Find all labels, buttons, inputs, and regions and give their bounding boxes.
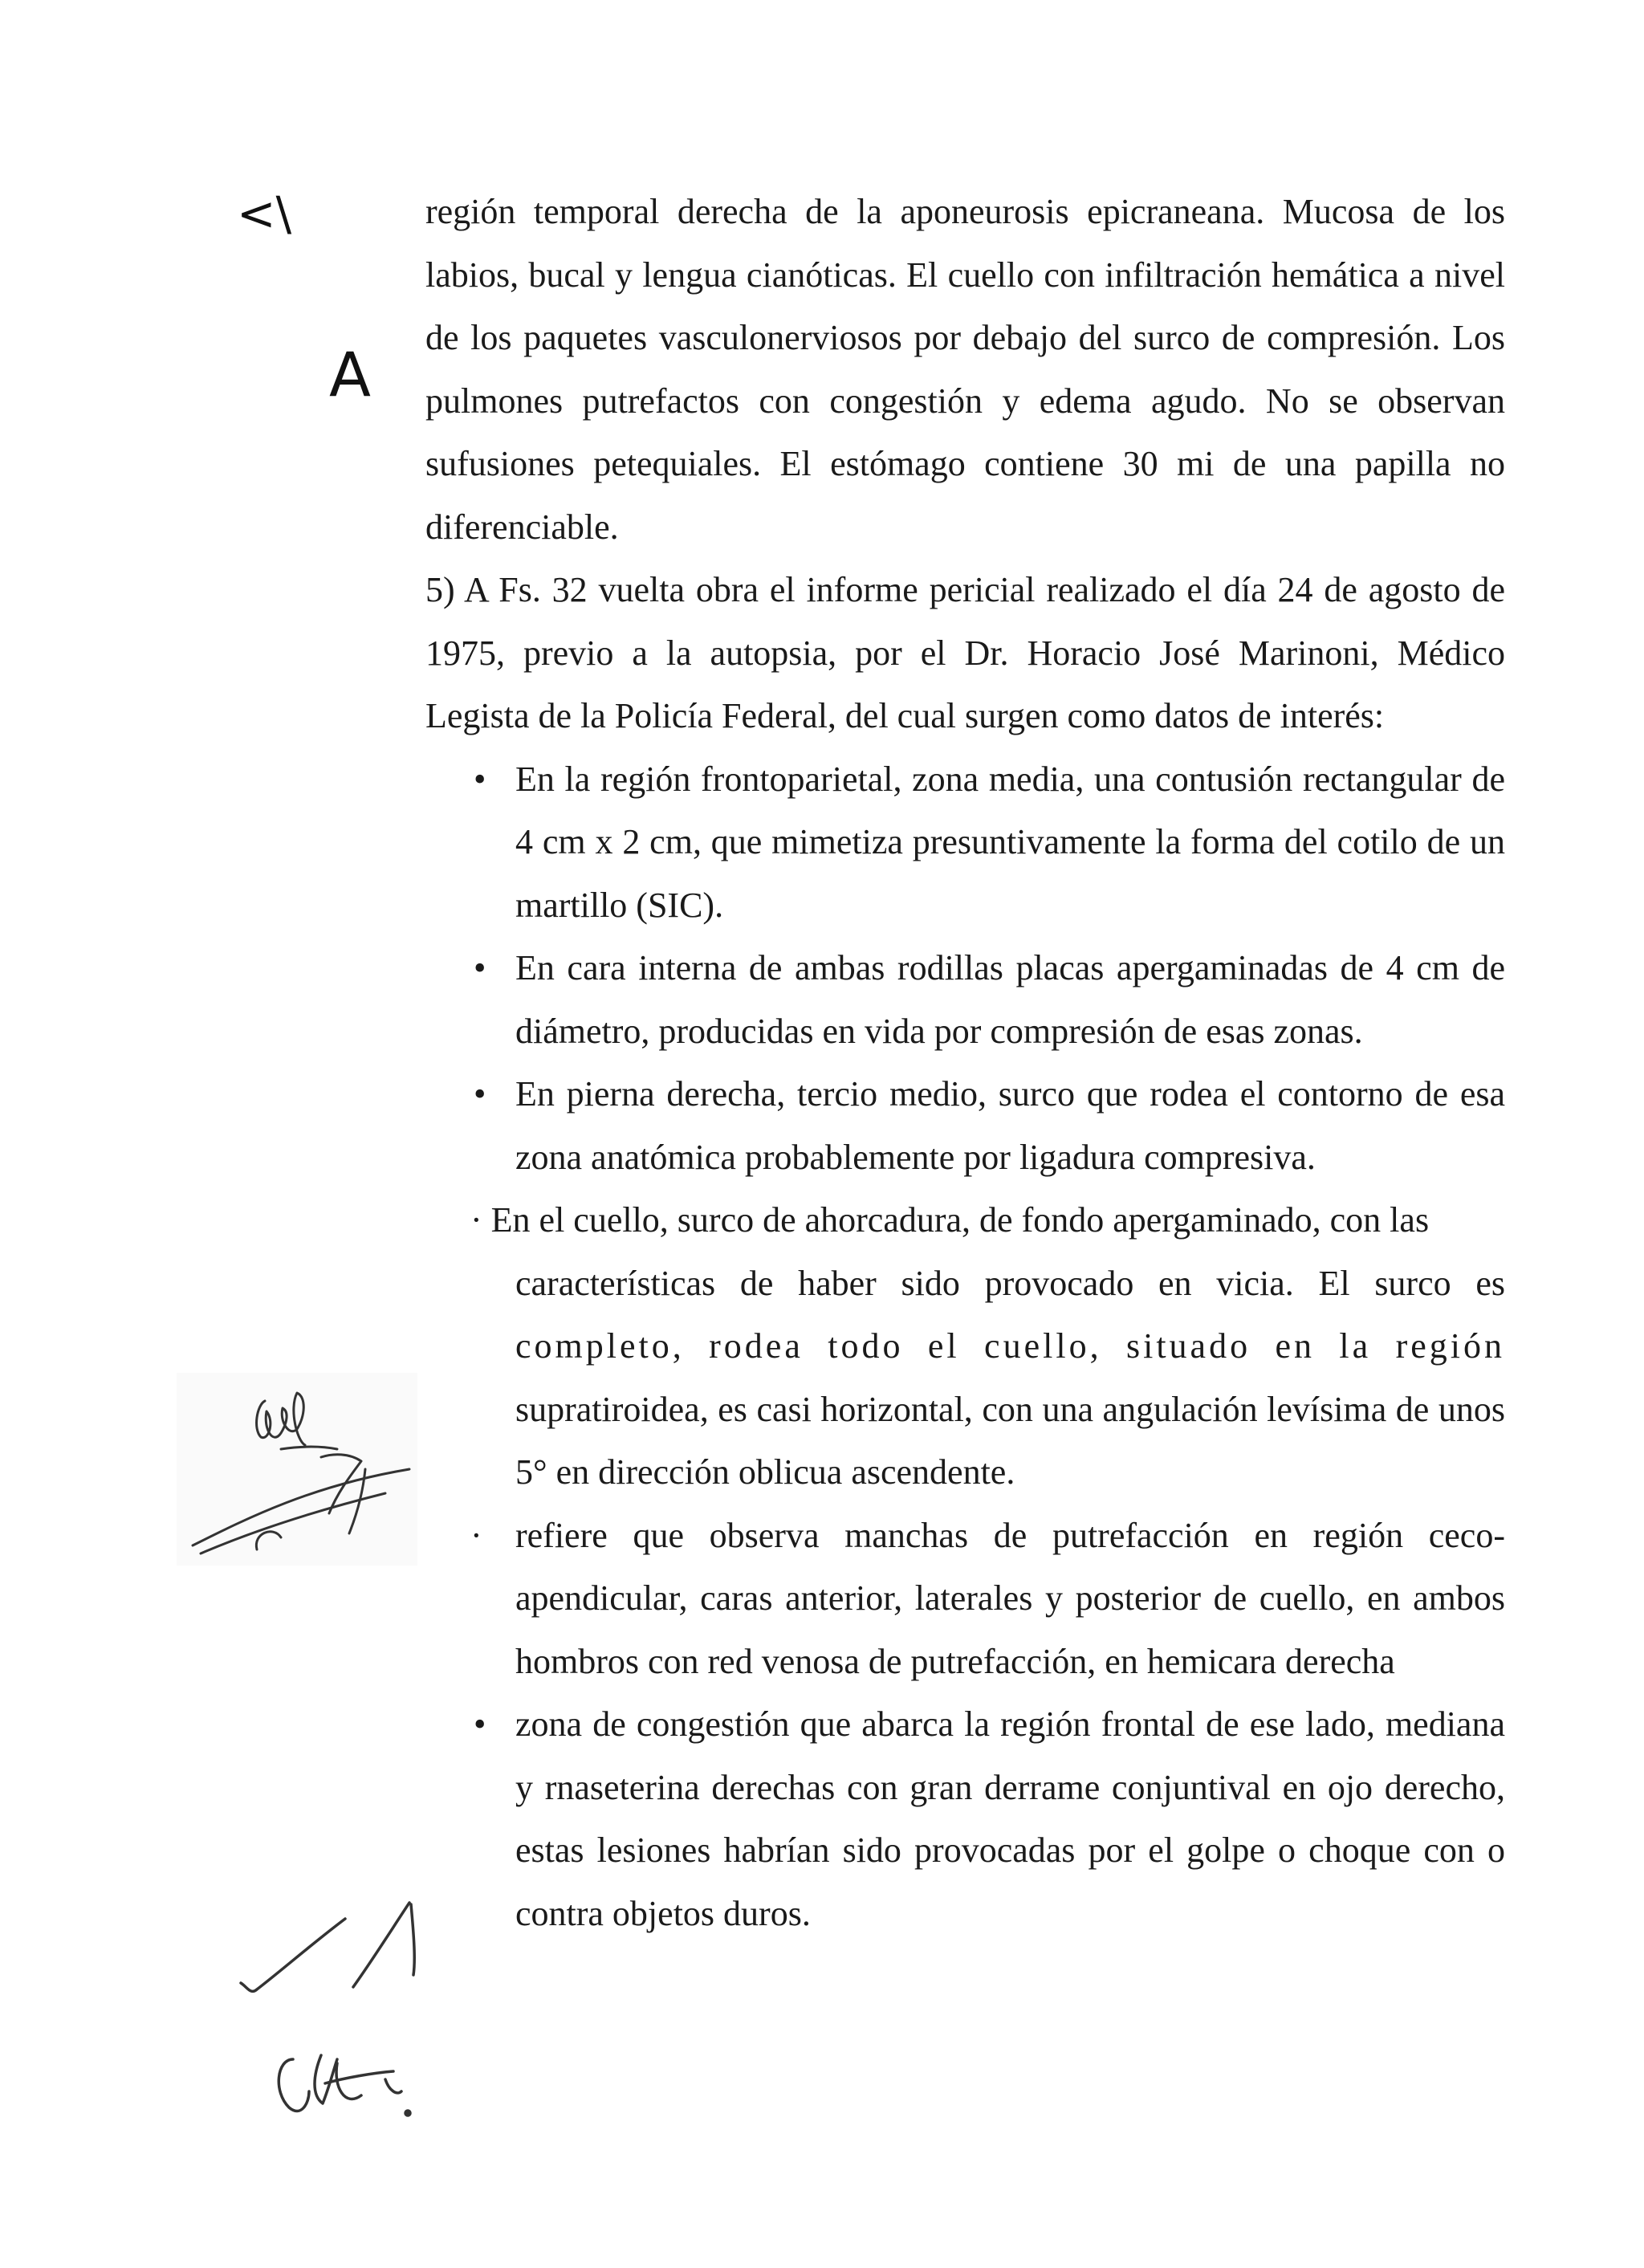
list-item-line: completo, rodea todo el cuello, situado en la región	[515, 1326, 1505, 1366]
list-item	[425, 1693, 1505, 1945]
body-text	[425, 181, 1505, 1945]
list-item-text: refiere que observa manchas de putrefacción en región ceco-apendicular, caras anterior, laterales y posterior de cuello, en ambos hombros con red venosa de putrefacción, en hemicara derecha	[515, 1515, 1505, 1681]
bullet-marker: ·	[470, 1515, 482, 1555]
bullet-marker: •	[474, 759, 486, 799]
list-item-text: En el cuello, surco de ahorcadura, de fondo apergaminado, con las	[490, 1200, 1430, 1240]
list-item	[425, 1505, 1505, 1694]
list-item	[425, 1063, 1505, 1189]
margin-mark: <\	[237, 186, 292, 241]
bullet-marker: •	[474, 1704, 486, 1744]
list-item-text: En la región frontoparietal, zona media, una contusión rectangular de 4 cm x 2 cm, que mimetiza presuntivamente la forma del cotilo de un martillo (SIC).	[515, 759, 1505, 925]
list-item-line: características de haber sido provocado en vicia. El surco es	[515, 1263, 1505, 1303]
bullet-marker: ·	[470, 1200, 482, 1240]
list-item	[425, 748, 1505, 938]
paragraph-expert-report: 5) A Fs. 32 vuelta obra el informe pericial realizado el día 24 de agosto de 1975, previo a la autopsia, por el Dr. Horacio José Marinoni, Médico Legista de la Policía Federal, del cual surgen como datos de interés:	[425, 570, 1505, 735]
signature-scrawl	[233, 1895, 442, 2128]
bullet-marker: •	[474, 948, 486, 987]
list-item-text: En pierna derecha, tercio medio, surco que rodea el contorno de esa zona anatómica probablemente por ligadura compresiva.	[515, 1074, 1505, 1177]
list-item-line: supratiroidea, es casi horizontal, con una angulación levísima de unos 5° en dirección oblicua ascendente.	[515, 1389, 1505, 1492]
list-item	[425, 937, 1505, 1063]
list-item-first-line	[425, 1189, 1505, 1252]
signature-initials	[177, 1373, 417, 1566]
list-item-text: zona de congestión que abarca la región frontal de ese lado, mediana y rnaseterina derechas con gran derrame conjuntival en ojo derecho, estas lesiones habrían sido provocadas por el golpe o choque con o contra objetos duros.	[515, 1704, 1505, 1933]
margin-letter: A	[329, 339, 371, 410]
bullet-marker: •	[474, 1074, 486, 1114]
paragraph-autopsy-findings: región temporal derecha de la aponeurosis epicraneana. Mucosa de los labios, bucal y lengua cianóticas. El cuello con infiltración hemática a nivel de los paquetes vasculonerviosos por debajo del surco de compresión. Los pulmones putrefactos con congestión y edema agudo. No se observan sufusiones petequiales. El estómago contiene 30 mi de una papilla no diferenciable.	[425, 192, 1505, 547]
list-item	[425, 1189, 1505, 1505]
list-item-text: En cara interna de ambas rodillas placas apergaminadas de 4 cm de diámetro, producidas en vida por compresión de esas zonas.	[515, 948, 1505, 1051]
